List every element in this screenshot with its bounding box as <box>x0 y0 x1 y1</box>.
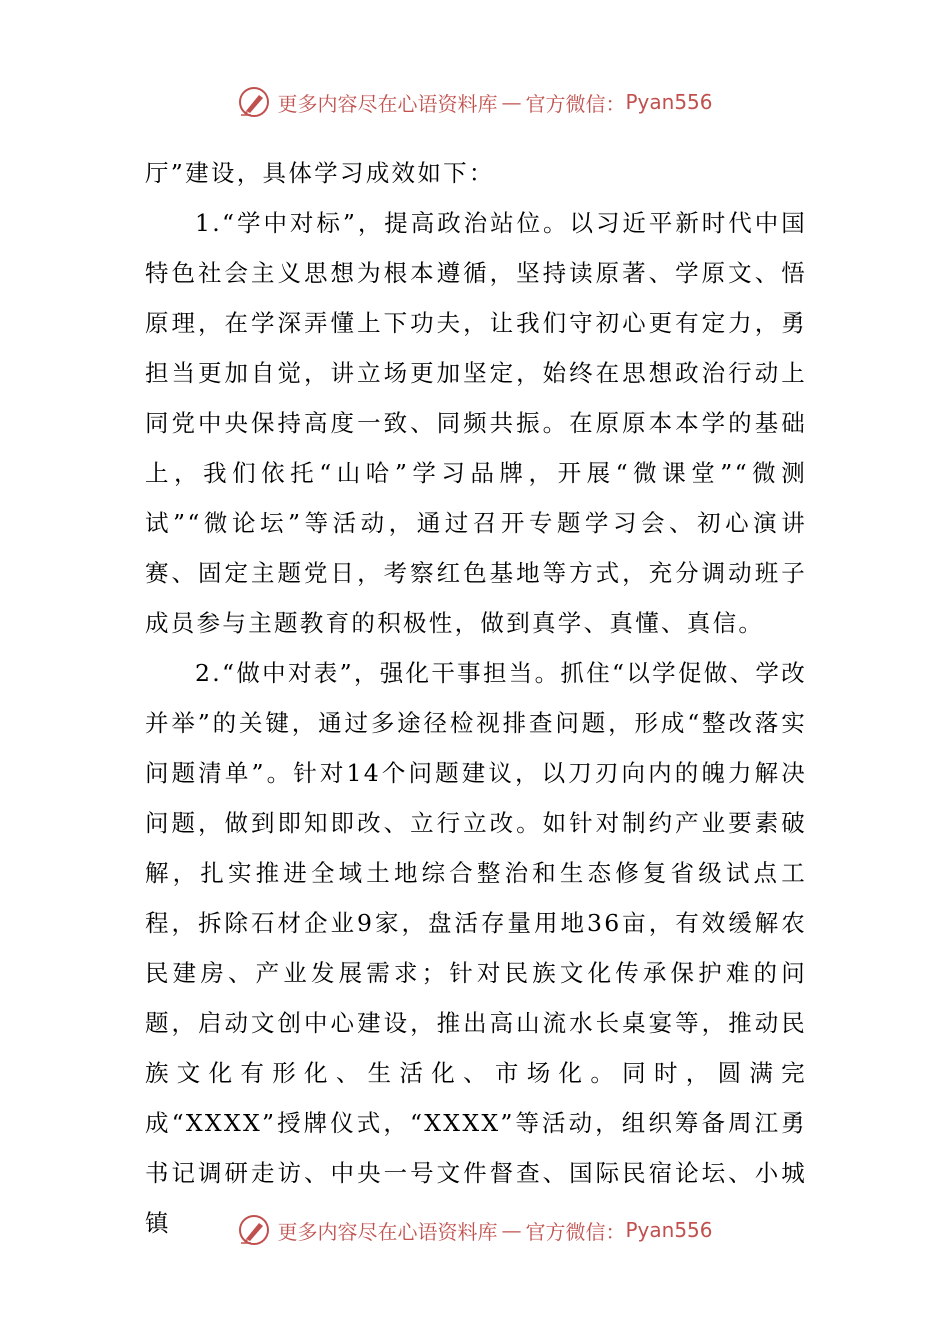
banner-separator: — <box>501 1218 522 1242</box>
header-watermark-banner <box>0 82 950 122</box>
paragraph-practice-benchmark: 2.“做中对表”，强化干事担当。抓住“以学促做、学改并举”的关键，通过多途径检视排查问题，形成“整改落实问题清单”。针对14个问题建议，以刀刃向内的魄力解决问题，做到即知即改、立行立改。如针对制约产业要素破解，扎实推进全域土地综合整治和生态修复省级试点工程，拆除石材企业9家，盘活存量用地36亩，有效缓解农民建房、产业发展需求；针对民族文化传承保护难的问题，启动文创中心建设，推出高山流水长桌宴等，推动民族文化有形化、生活化、市场化。同时，圆满完成“XXXX”授牌仪式，“XXXX”等活动，组织筹备周江勇书记调研走访、中央一号文件督查、国际民宿论坛、小城镇 <box>145 659 807 1237</box>
banner-wechat-label: 官方微信： <box>525 1219 626 1244</box>
banner-wechat-id: Pyan556 <box>625 90 713 114</box>
paragraph-study-benchmark: 1.“学中对标”，提高政治站位。以习近平新时代中国特色社会主义思想为根本遵循，坚持读原著、学原文、悟原理，在学深弄懂上下功夫，让我们守初心更有定力，勇担当更加自觉，讲立场更加坚定，始终在思想政治行动上同党中央保持高度一致、同频共振。在原原本本学的基础上，我们依托“山哈”学习品牌，开展“微课堂”“微测试”“微论坛”等活动，通过召开专题学习会、初心演讲赛、固定主题党日，考察红色基地等方式，充分调动班子成员参与主题教育的积极性，做到真学、真懂、真信。 <box>145 209 807 637</box>
document-body <box>145 148 807 1248</box>
banner-wechat-id: Pyan556 <box>625 1218 713 1242</box>
pen-nib-logo-icon <box>237 85 271 119</box>
paragraph-continuation: 厅”建设，具体学习成效如下： <box>145 159 495 187</box>
banner-text: 更多内容尽在心语资料库 <box>277 1219 498 1244</box>
banner-separator: — <box>501 90 522 114</box>
footer-watermark-banner <box>0 1210 950 1250</box>
banner-text: 更多内容尽在心语资料库 <box>277 91 498 116</box>
banner-wechat-label: 官方微信： <box>525 91 626 116</box>
pen-nib-logo-icon <box>237 1213 271 1247</box>
